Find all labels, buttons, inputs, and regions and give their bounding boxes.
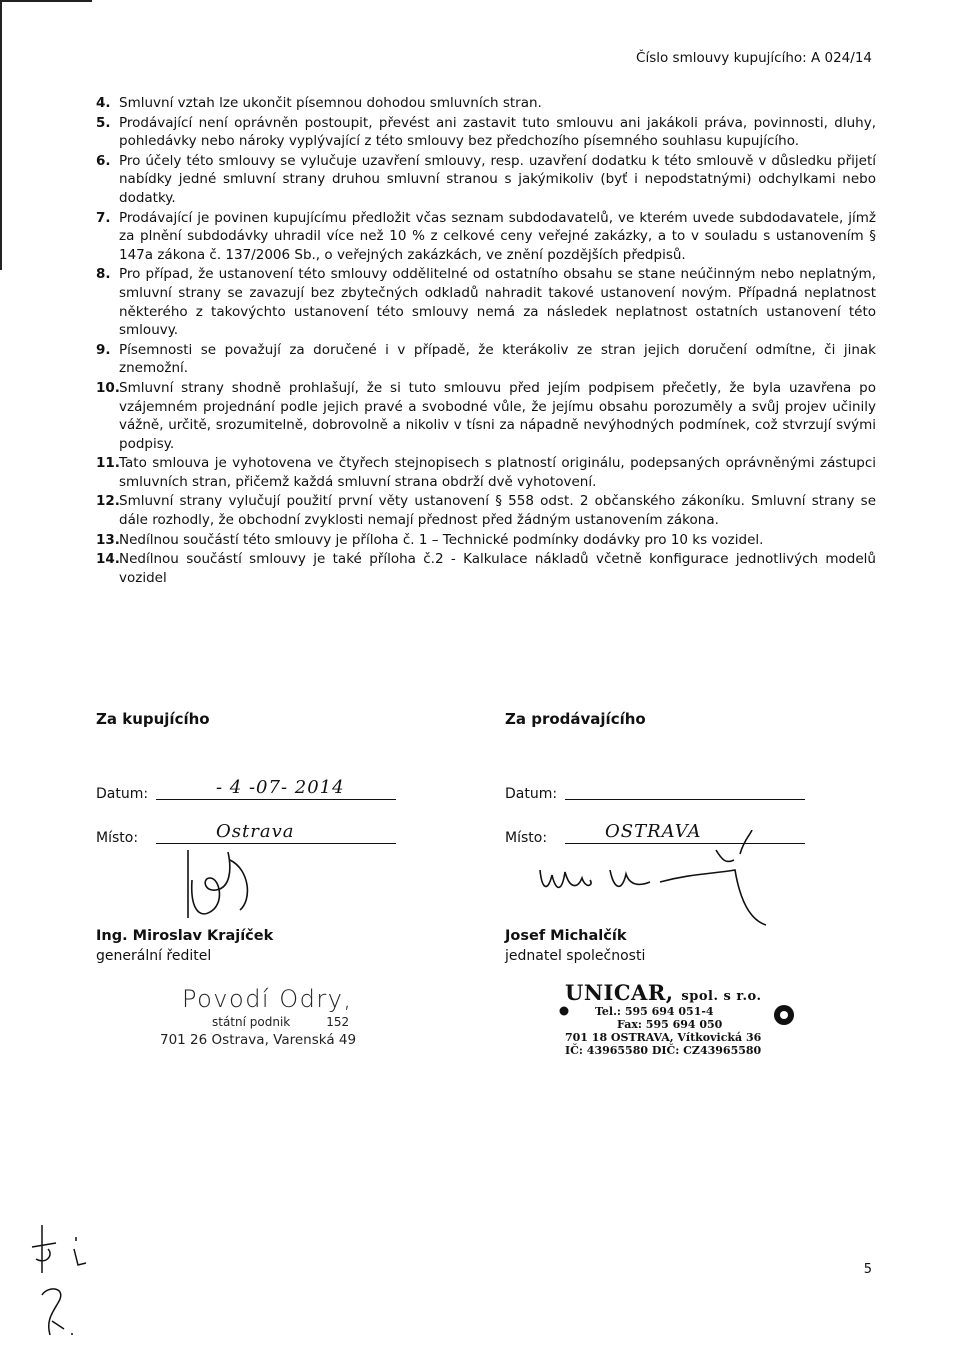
clause-text: Pro účely této smlouvy se vylučuje uzavření smlouvy, resp. uzavření dodatku k této smlouvě v důsledku přijetí nabídky jedné smluvní strany druhou smluvní stranou s jakýmikoliv (byť i nepodstatnými) odchylkami nebo dodatky.	[119, 152, 876, 206]
stamp-number: 152	[326, 1015, 350, 1029]
seller-company-stamp	[565, 980, 805, 1057]
clause-number: 7.	[96, 209, 111, 226]
clause	[96, 492, 876, 529]
buyer-date-label: Datum:	[96, 786, 149, 802]
seller-heading: Za prodávajícího	[505, 710, 646, 728]
clause	[96, 531, 876, 550]
seller-date-label: Datum:	[505, 786, 558, 802]
page-number: 5	[863, 1262, 872, 1277]
clause-text: Prodávající je povinen kupujícímu předložit včas seznam subdodavatelů, ve kterém uvede subdodavatele, jímž za plnění subdodávky uhradil více než 10 % z celkové ceny veřejné zakázky, a to v souladu s ustanovením § 147a zákona č. 137/2006 Sb., o veřejných zakázkách, ve znění pozdějších předpisů.	[119, 209, 876, 263]
clause-text: Prodávající není oprávněn postoupit, převést ani zastavit tuto smlouvu ani jakákoli práva, povinnosti, dluhy, pohledávky nebo nároky vyplývající z této smlouvy bez předchozího písemného souhlasu kupujícího.	[119, 114, 876, 150]
stamp-brand-suffix: spol. s r.o.	[681, 989, 762, 1004]
contract-number: Číslo smlouvy kupujícího: A 024/14	[636, 50, 872, 66]
buyer-signer-name: Ing. Miroslav Krajíček	[96, 928, 274, 944]
clause-text: Smluvní vztah lze ukončit písemnou dohodou smluvních stran.	[119, 95, 542, 111]
stamp-address: 701 18 OSTRAVA, Vítkovická 36	[565, 1031, 762, 1044]
buyer-date-field	[96, 768, 476, 812]
margin-initials	[28, 1225, 108, 1345]
clause-number: 14.	[96, 551, 120, 568]
buyer-place-handwritten: Ostrava	[216, 821, 295, 842]
stamp-brand-line	[565, 980, 805, 1005]
seller-date-field	[505, 768, 885, 812]
stamp-ids: IČ: 43965580 DIČ: CZ43965580	[565, 1044, 762, 1057]
clause	[96, 114, 876, 151]
stamp-org-type-line	[160, 1015, 390, 1029]
clause-text: Smluvní strany shodně prohlašují, že si tuto smlouvu před jejím podpisem přečetly, že byla uzavřena po vzájemném projednání podle jejich pravé a svobodné vůle, že jejímu obsahu porozuměly a svůj projev učinily vážně, určitě, srozumitelně, dobrovolně a nikoliv v tísni za nápadně nevýhodných podmínek, což stvrzují svými podpisy.	[119, 379, 876, 452]
clause	[96, 209, 876, 265]
buyer-company-stamp	[160, 985, 390, 1048]
buyer-date-value: - 4 -07- 2014	[216, 777, 345, 798]
clause-text: Smluvní strany vylučují použití první věty ustanovení § 558 odst. 2 občanského zákoníku. Smluvní strany se dále rozhodly, že obchodní zvyklosti nemají přednost před žádným ustanovením zákona.	[119, 493, 876, 529]
stamp-fax: Fax: 595 694 050	[617, 1018, 723, 1031]
seller-date-line	[565, 799, 805, 800]
stamp-tel: Tel.: 595 694 051-4	[595, 1005, 714, 1018]
clause	[96, 94, 876, 113]
clause-number: 10.	[96, 379, 120, 396]
buyer-place-label: Místo:	[96, 830, 139, 846]
clause-number: 4.	[96, 95, 111, 111]
buyer-signer-role: generální ředitel	[96, 948, 212, 964]
clause-list	[96, 94, 876, 588]
clause	[96, 265, 876, 339]
clause-number: 12.	[96, 493, 120, 510]
buyer-heading: Za kupujícího	[96, 710, 210, 728]
clause-text: Nedílnou součástí smlouvy je také příloha č.2 - Kalkulace nákladů včetně konfigurace jednotlivých modelů vozidel	[119, 551, 876, 586]
stamp-org-type: státní podnik	[212, 1015, 291, 1029]
clause-number: 5.	[96, 114, 111, 131]
clause	[96, 341, 876, 378]
clause	[96, 550, 876, 587]
clause-number: 13.	[96, 531, 120, 548]
clause-text: Písemnosti se považují za doručené i v případě, že kterákoliv ze stran jejich doručení odmítne, či jinak znemožní.	[119, 341, 876, 377]
scan-edge-left	[0, 0, 2, 270]
stamp-address: 701 26 Ostrava, Varenská 49	[160, 1032, 357, 1048]
stamp-brand: UNICAR,	[565, 980, 674, 1005]
seller-signature	[530, 830, 770, 930]
clause-number: 9.	[96, 341, 111, 358]
clause-text: Nedílnou součástí této smlouvy je příloha č. 1 – Technické podmínky dodávky pro 10 ks vozidel.	[119, 531, 764, 548]
clause-number: 11.	[96, 455, 120, 472]
buyer-signature	[170, 830, 290, 925]
seller-signer-role: jednatel společnosti	[505, 948, 646, 964]
clause-number: 8.	[96, 266, 111, 283]
clause-text: Pro případ, že ustanovení této smlouvy oddělitelné od ostatního obsahu se stane neúčinným nebo neplatným, smluvní strany se zavazují bez zbytečných odkladů nahradit takové ustanovení novým. Případná neplatnost některého z takovýchto ustanovení této smlouvy nemá za následek neplatnost ostatních ustanovení této smlouvy.	[119, 266, 876, 339]
clause-number: 6.	[96, 152, 111, 169]
scan-edge-top	[0, 0, 92, 2]
phone-icon	[559, 1006, 569, 1016]
seller-signer-name: Josef Michalčík	[505, 928, 627, 944]
stamp-org-name: Povodí Odry,	[182, 985, 353, 1013]
clause	[96, 379, 876, 453]
skoda-logo-icon	[773, 1004, 795, 1026]
seller-place-label: Místo:	[505, 830, 548, 846]
clause	[96, 152, 876, 208]
clause	[96, 454, 876, 491]
clause-text: Tato smlouva je vyhotovena ve čtyřech stejnopisech s platností originálu, podepsaných oprávněnými zástupci smluvních stran, přičemž každá smluvní strana obdrží dvě vyhotovení.	[119, 455, 876, 490]
seller-place-handwritten: OSTRAVA	[605, 821, 702, 842]
buyer-date-line	[156, 799, 396, 800]
